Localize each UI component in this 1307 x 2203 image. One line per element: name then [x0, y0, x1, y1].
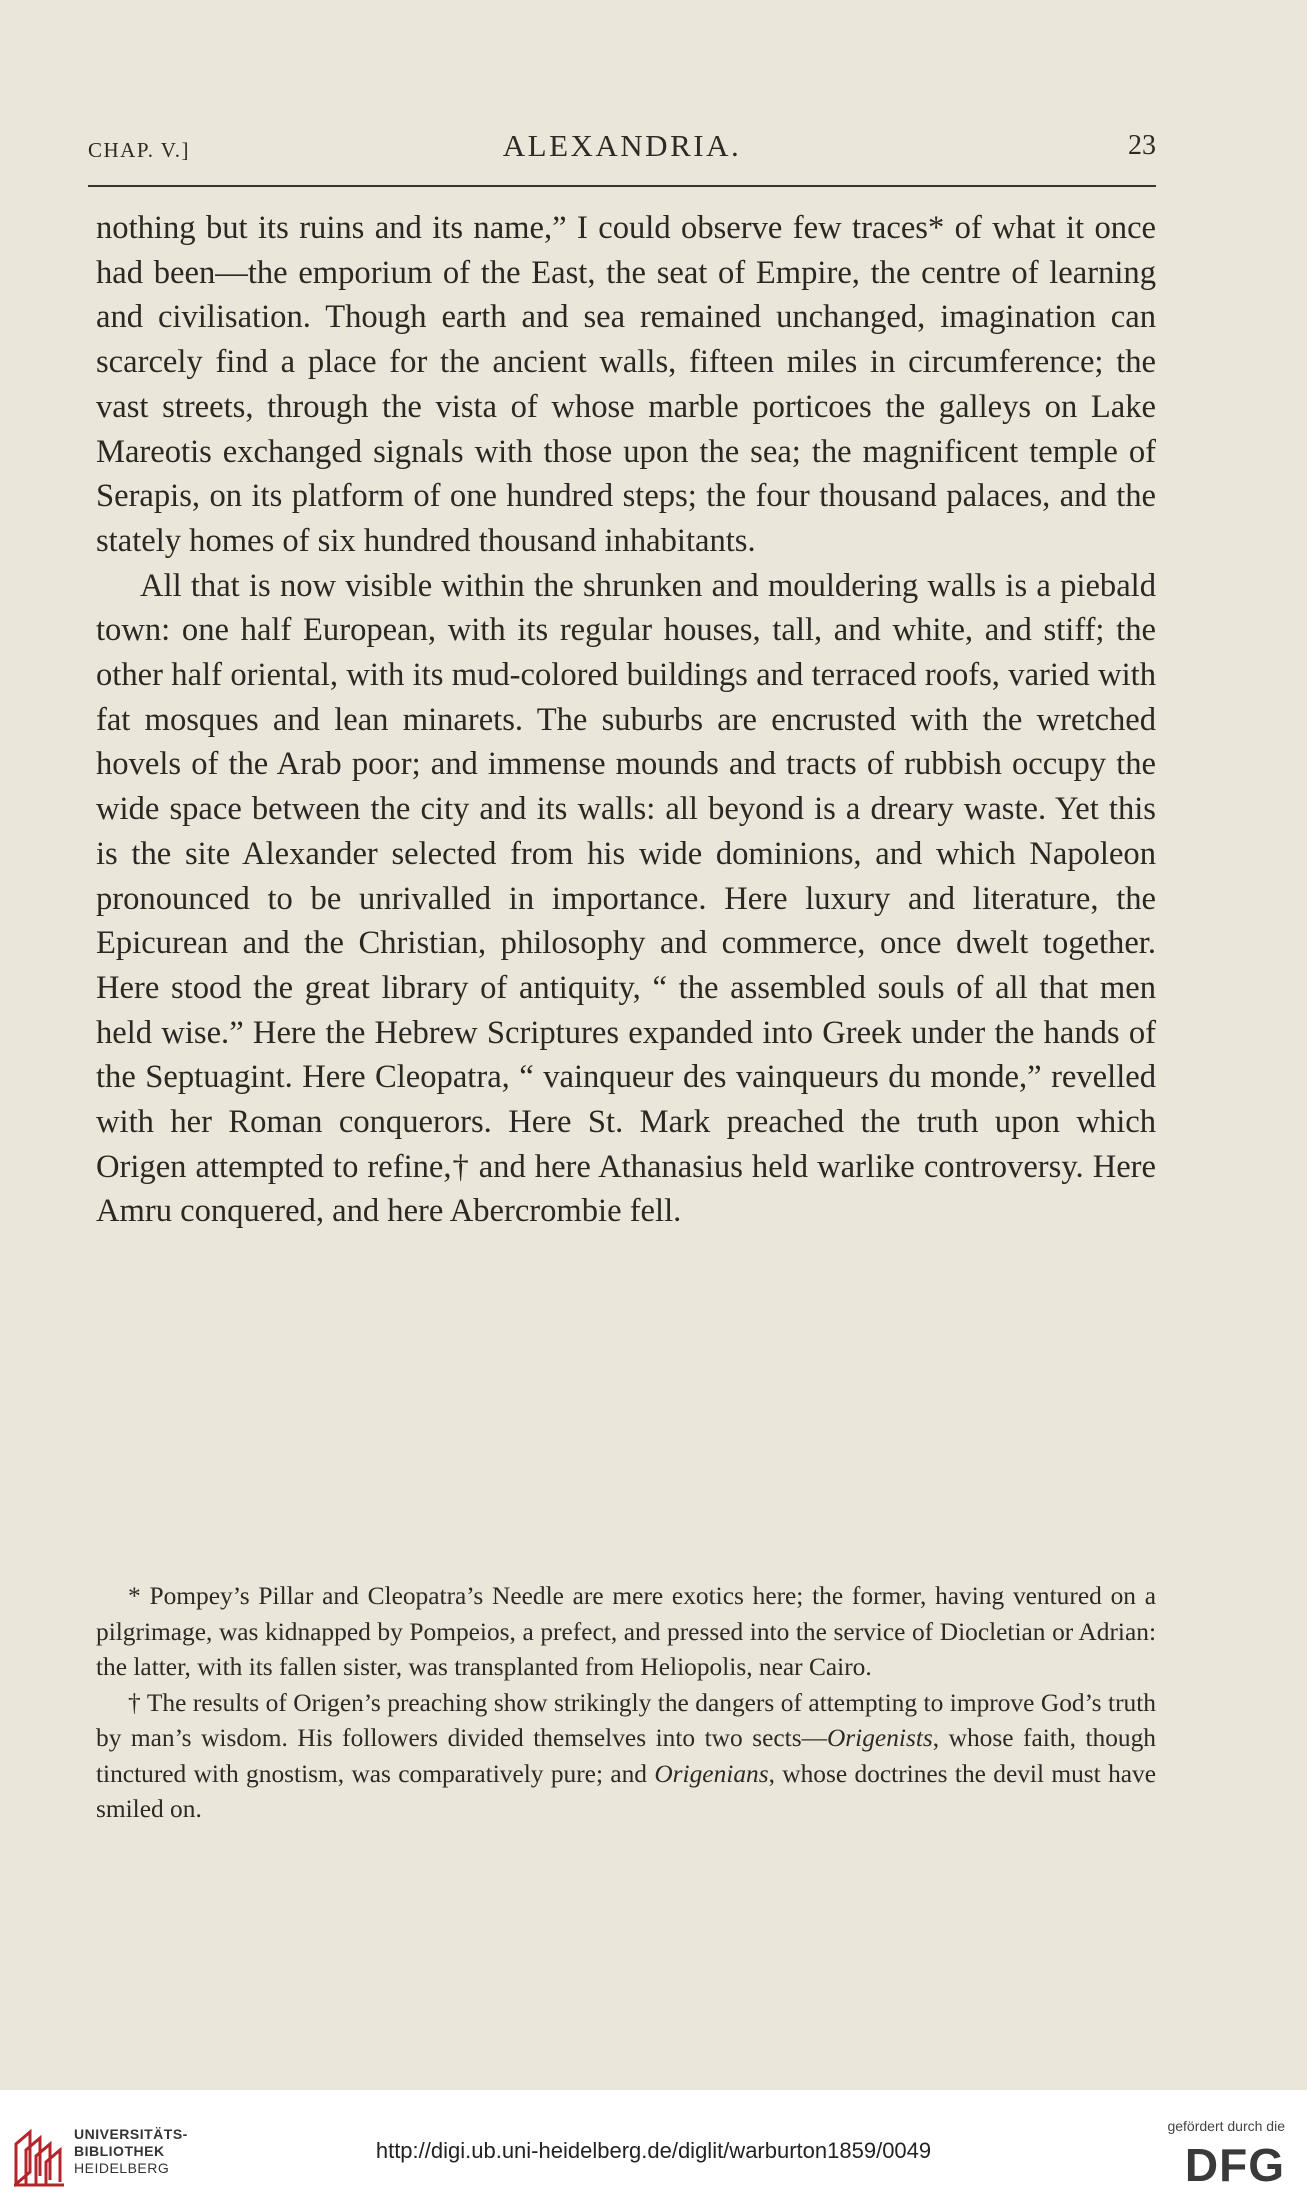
library-name-line: HEIDELBERG — [74, 2160, 170, 2176]
chapter-label: CHAP. V.] — [88, 138, 191, 162]
page-title: ALEXANDRIA. — [502, 128, 742, 163]
footnote-term: Origenians — [654, 1759, 769, 1788]
footnote-2 — [96, 1686, 1156, 1828]
footnote-2-text: , whose faith, though tinctured with gnostism, was comparatively pure; and — [96, 1724, 1156, 1788]
footnote-2-text: , whose doctrines the devil must have smiled on. — [96, 1759, 1156, 1823]
header-rule — [88, 185, 1156, 187]
paragraph: nothing but its ruins and its name,” I could observe few traces* of what it once had been—the emporium of the East, the seat of Empire, the centre of learning and civilisation. Though earth and sea remained unchanged, imagination can scarcely find a place for the ancient walls, fifteen miles in circumference; the vast streets, through the vista of whose marble porticoes the galleys on Lake Mareotis exchanged signals with those upon the sea; the magnificent temple of Serapis, on its platform of one hundred steps; the four thousand palaces, and the stately homes of six hundred thousand inhabitants. — [96, 210, 1156, 559]
running-head — [88, 128, 1156, 168]
paragraph: All that is now visible within the shrunken and mouldering walls is a piebald town: one half European, with its regular houses, tall, and white, and stiff; the other half oriental, with its mud-colored buildings and terraced roofs, varied with fat mosques and lean minarets. The suburbs are encrusted with the wretched hovels of the Arab poor; and immense mounds and tracts of rubbish occupy the wide space between the city and its walls: all beyond is a dreary waste. Yet this is the site Alexander selected from his wide dominions, and which Napoleon pronounced to be unrivalled in importance. Here luxury and literature, the Epicurean and the Christian, philosophy and commerce, once dwelt together. Here stood the great library of antiquity, “ the assembled souls of all that men held wise.” Here the Hebrew Scriptures expanded into Greek under the hands of the Septuagint. Here Cleopatra, “ vainqueur des vainqueurs du monde,” revelled with her Roman conquerors. Here St. Mark preached the truth upon which Origen attempted to refine,† and here Athanasius held warlike controversy. Here Amru conquered, and here Abercrombie fell. — [96, 567, 1156, 1230]
footnotes — [96, 1579, 1156, 1828]
footnote-term: Origenists — [826, 1724, 933, 1752]
dfg-logo: DFG — [1184, 2139, 1285, 2191]
footnote-1: * Pompey’s Pillar and Cleopatra’s Needle are mere exotics here; the former, having ventured on a pilgrimage, was kidnapped by Pompeios, a prefect, and pressed into the service of Diocletian or Adrian: the latter, with its fallen sister, was transplanted from Heliopolis, near Cairo. — [96, 1582, 1156, 1681]
body-text — [96, 206, 1156, 1234]
footnote-2-text: † The results of Origen’s preaching show strikingly the dangers of attempting to improve God’s truth by man’s wisdom. His followers divided themselves into two sects— — [96, 1688, 1156, 1752]
permalink-url[interactable]: http://digi.ub.uni-heidelberg.de/diglit/warburton1859/0049 — [375, 2138, 932, 2163]
page-number: 23 — [1128, 130, 1156, 161]
library-name-line: BIBLIOTHEK — [74, 2143, 165, 2159]
library-name-line: UNIVERSITÄTS- — [74, 2126, 188, 2142]
funding-caption: gefördert durch die — [1167, 2118, 1285, 2134]
